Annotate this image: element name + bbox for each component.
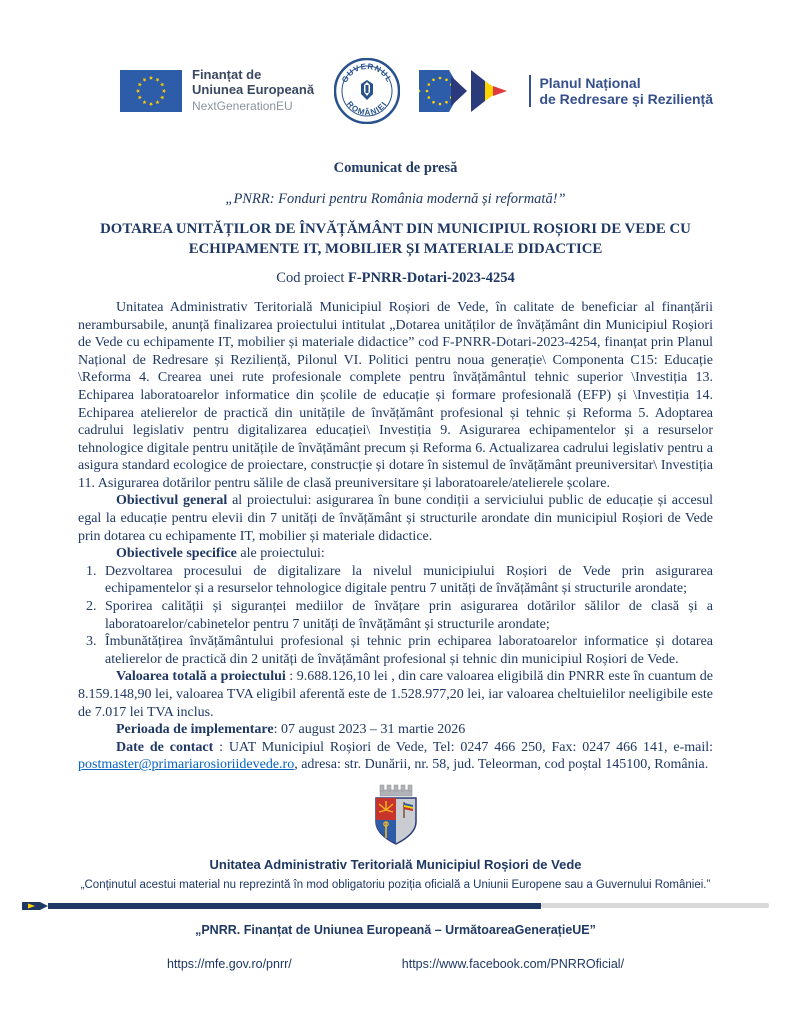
eu-logo-line1: Finanțat de (192, 67, 262, 83)
rosiori-de-vede-coat-of-arms-icon (368, 784, 424, 846)
specific-objectives-suffix: ale proiectului: (236, 546, 325, 562)
seal-text-top: GUVERNUL (339, 61, 394, 85)
contact-pre-text: : UAT Municipiul Roșiori de Vede, Tel: 0247 466 250, Fax: 0247 466 141, e-mail: (213, 739, 713, 755)
general-objective-label: Obiectivul general (116, 493, 228, 509)
facebook-link[interactable]: https://www.facebook.com/PNRROficial/ (401, 956, 625, 971)
specific-objectives-label: Obiectivele specifice (116, 546, 237, 562)
implementation-period-label: Perioada de implementare (116, 722, 274, 738)
eu-logo-line2: Uniunea Europeană (192, 82, 315, 98)
pnrr-logo-line1: Planul Național (539, 74, 641, 91)
objective-item-2-text: Sporirea calității și siguranței mediilor de învățare prin asigurarea dotărilor sălilor de clasă și a laboratoarelor/cabinetelor pentru 7 unități de învățământ și structurile arondate; (105, 599, 713, 632)
project-title: DOTAREA UNITĂȚILOR DE ÎNVĂȚĂMÂNT DIN MUNICIPIUL ROȘIORI DE VEDE CU ECHIPAMENTE IT, MOBILIER ȘI MATERIALE DIDACTICE (100, 221, 691, 257)
pnrr-logo-icon (419, 64, 521, 118)
specific-objectives-list (78, 563, 713, 669)
bar-gray-segment (541, 903, 769, 908)
seal-text-bottom: ROMÂNIEI (344, 99, 389, 118)
project-code-value: F-PNRR-Dotari-2023-4254 (347, 269, 515, 286)
city-coat-of-arms (0, 784, 791, 851)
mfe-link[interactable]: https://mfe.gov.ro/pnrr/ (166, 956, 292, 971)
footer-links (0, 957, 791, 971)
pnrr-motto: „PNRR: Fonduri pentru România modernă și reformată!” (225, 191, 566, 207)
bar-arrow-icon (22, 900, 48, 912)
footer-decorative-bar (22, 901, 769, 911)
eu-funding-logo (120, 68, 314, 114)
implementation-period-paragraph (78, 721, 713, 739)
objective-item-1-text: Dezvoltarea procesului de digitalizare la nivelul municipiului Roșiori de Vede prin asigurarea echipamentelor și a resurselor tehnologice digitale pentru 7 unități de învățământ și structurile arondate; (105, 563, 713, 597)
eu-flag-icon (120, 70, 182, 112)
contact-paragraph (78, 739, 713, 774)
intro-paragraph: Unitatea Administrativ Teritorială Municipiul Roșiori de Vede, în calitate de beneficiar al finanțării nerambursabile, anunță finalizarea proiectului intitulat „Dotarea unităților de învățământ din Municipiul Roșiori de Vede cu echipamente IT, mobilier și materiale didactice” cod F-PNRR-Dotari-2023-4254, finanțat prin Planul Național de Redresare și Reziliență, Pilonul VI. Politici pentru noua generație\ Componenta C15: Educație \Reforma 4. Crearea unei rute profesionale complete pentru învățământul tehnic superior \Investiția 13. Echiparea laboratoarelor informatice din școlile de educație și formare profesională (EFP) și \Investiția 14. Echiparea atelierelor de practică din unitățile de învățământ profesional și tehnic și Reforma 5. Adoptarea cadrului legislativ pentru digitalizarea educației\ Investiția 9. Asigurarea echipamentelor și a resurselor tehnologice digitale pentru unitățile de învățământ precum și Reforma 6. Actualizarea cadrului legislativ pentru a asigura standard ecologice de proiectare, construcție și dotare în sistemul de învățământ preuniversitar\ Investiția 11. Asigurarea dotărilor pentru sălile de clasă preuniversitare și laboratoarele/atelierele școlare. (78, 299, 713, 491)
objective-item-3-text: Îmbunătățirea învățământului profesional și tehnic prin echiparea laboratoarelor informatice și dotarea atelierelor de practică din 2 unități de învățământ profesional și tehnic din municipiul Roșiori de Vede. (105, 634, 713, 667)
logo-header (0, 0, 791, 130)
total-value-text: : 9.688.126,10 lei , din care valoarea eligibilă din PNRR este în cuantum de 8.159.148,90 lei, valoarea TVA eligibil aferentă este de 1.528.977,20 lei, iar valoarea cheltuielilor neeligibile este de 7.017 lei TVA inclus. (78, 669, 713, 720)
footer-organization-name: Unitatea Administrativ Teritorială Municipiul Roșiori de Vede (209, 856, 582, 872)
eu-logo-line3: NextGenerationEU (192, 99, 293, 114)
bar-navy-segment (48, 903, 541, 909)
objective-item-3 (100, 633, 713, 668)
footer-pnrr-slogan: „PNRR. Finanțat de Uniunea Europeană – UrmătoareaGenerațieUE” (195, 922, 596, 937)
specific-objectives-heading (78, 545, 713, 563)
project-code-label: Cod proiect (276, 269, 348, 286)
general-objective-text: al proiectului: asigurarea în bune condiții a serviciului public de educație și accesul egal la educație pentru elevii din 7 unități de învățământ și structurile arondate din municipiul Roșiori de Vede prin dotarea cu echipamente IT, mobilier și materiale didactice. (78, 493, 713, 544)
total-value-paragraph (78, 668, 713, 721)
contact-email-link[interactable]: postmaster@primariarosioriidevede.ro (78, 757, 295, 773)
pnrr-logo (419, 64, 713, 118)
objective-item-2 (100, 598, 713, 633)
pnrr-logo-line2: de Redresare și Reziliență (539, 91, 713, 107)
project-code-line (78, 270, 713, 287)
contact-label: Date de contact (116, 739, 214, 755)
footer-disclaimer: „Conținutul acestui material nu reprezintă în mod obligatoriu poziția oficială a Uniunii Europene sau a Guvernului României.” (80, 878, 711, 891)
general-objective-paragraph (78, 492, 713, 545)
contact-post-text: , adresa: str. Dunării, nr. 58, jud. Teleorman, cod poștal 145100, România. (294, 757, 709, 773)
objective-item-1 (100, 563, 713, 598)
government-of-romania-seal-icon (334, 58, 400, 124)
total-value-label: Valoarea totală a proiectului (116, 669, 286, 685)
press-release-heading: Comunicat de presă (333, 160, 458, 176)
implementation-period-text: : 07 august 2023 – 31 martie 2026 (273, 722, 466, 738)
